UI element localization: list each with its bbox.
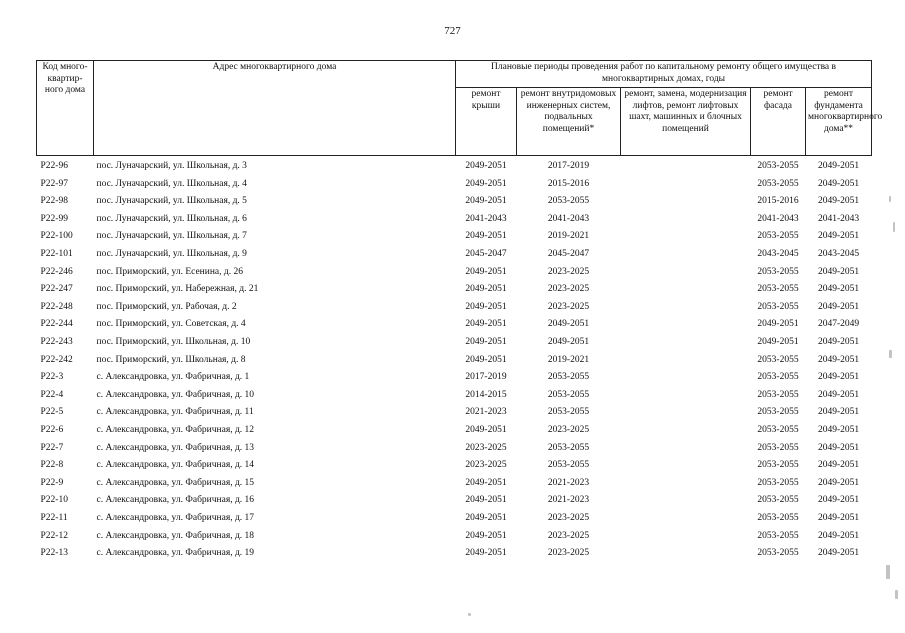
cell-foundation: 2049-2051 [817, 178, 860, 189]
cell-lifts [621, 492, 751, 510]
scan-speck [895, 590, 898, 599]
header-foundation: ремонт фундамента многоквартирного дома** [806, 88, 872, 156]
scan-speck [893, 222, 895, 232]
table-row [37, 545, 872, 563]
table-row [37, 316, 872, 334]
header-systems: ремонт внутридомовых инженерных систем, подвальных помещений* [517, 88, 621, 156]
cell-lifts [621, 422, 751, 440]
cell-facade: 2053-2055 [757, 389, 799, 400]
cell-address: пос. Приморский, ул. Школьная, д. 8 [96, 354, 246, 365]
cell-facade: 2053-2055 [757, 407, 799, 418]
cell-code: Р22-244 [40, 319, 73, 330]
cell-facade: 2053-2055 [757, 530, 799, 541]
cell-facade: 2053-2055 [757, 301, 799, 312]
cell-address: пос. Приморский, ул. Есенина, д. 26 [96, 266, 243, 277]
cell-facade: 2043-2045 [757, 249, 799, 260]
cell-roof: 2049-2051 [465, 424, 507, 435]
table-header-row [37, 61, 872, 88]
capital-repair-schedule-table [36, 60, 883, 563]
cell-lifts [621, 156, 751, 176]
cell-code: Р22-11 [40, 512, 68, 523]
scan-speck [889, 196, 891, 202]
cell-facade: 2053-2055 [757, 512, 799, 523]
cell-facade: 2053-2055 [757, 477, 799, 488]
cell-address: пос. Луначарский, ул. Школьная, д. 6 [96, 213, 247, 224]
table-row [37, 352, 872, 370]
cell-code: Р22-101 [40, 249, 73, 260]
cell-systems: 2053-2055 [547, 372, 590, 383]
cell-roof: 2017-2019 [465, 372, 507, 383]
cell-foundation: 2049-2051 [817, 196, 860, 207]
table-row [37, 334, 872, 352]
scan-speck [468, 613, 471, 616]
cell-code: Р22-6 [40, 424, 64, 435]
cell-roof: 2049-2051 [465, 161, 507, 172]
table-row [37, 156, 872, 176]
cell-code: Р22-98 [40, 196, 68, 207]
cell-lifts [621, 281, 751, 299]
cell-systems: 2049-2051 [547, 336, 590, 347]
cell-address: с. Александровка, ул. Фабричная, д. 15 [96, 477, 255, 488]
cell-address: пос. Луначарский, ул. Школьная, д. 9 [96, 249, 247, 260]
header-code: Код много-квартир-ного дома [37, 61, 94, 156]
cell-facade: 2041-2043 [757, 213, 799, 224]
cell-roof: 2023-2025 [465, 460, 507, 471]
cell-systems: 2021-2023 [547, 495, 590, 506]
cell-address: с. Александровка, ул. Фабричная, д. 18 [96, 530, 255, 541]
cell-code: Р22-242 [40, 354, 73, 365]
cell-address: с. Александровка, ул. Фабричная, д. 12 [96, 424, 255, 435]
cell-facade: 2053-2055 [757, 495, 799, 506]
cell-facade: 2053-2055 [757, 354, 799, 365]
cell-address: пос. Луначарский, ул. Школьная, д. 4 [96, 178, 247, 189]
cell-foundation: 2049-2051 [817, 266, 860, 277]
cell-lifts [621, 352, 751, 370]
cell-roof: 2049-2051 [465, 319, 507, 330]
cell-systems: 2023-2025 [547, 548, 590, 559]
cell-foundation: 2049-2051 [817, 284, 860, 295]
cell-lifts [621, 193, 751, 211]
cell-systems: 2017-2019 [547, 161, 590, 172]
cell-facade: 2053-2055 [757, 284, 799, 295]
cell-code: Р22-10 [40, 495, 68, 506]
cell-systems: 2015-2016 [547, 178, 590, 189]
cell-lifts [621, 246, 751, 264]
cell-foundation: 2049-2051 [817, 495, 860, 506]
cell-code: Р22-97 [40, 178, 68, 189]
cell-address: пос. Приморский, ул. Школьная, д. 10 [96, 336, 251, 347]
cell-code: Р22-3 [40, 372, 64, 383]
cell-facade: 2053-2055 [757, 424, 799, 435]
cell-foundation: 2047-2049 [817, 319, 860, 330]
cell-address: с. Александровка, ул. Фабричная, д. 17 [96, 512, 255, 523]
cell-address: пос. Луначарский, ул. Школьная, д. 7 [96, 231, 247, 242]
cell-address: пос. Приморский, ул. Советская, д. 4 [96, 319, 246, 330]
table-row [37, 264, 872, 282]
cell-roof: 2049-2051 [465, 178, 507, 189]
cell-code: Р22-7 [40, 442, 64, 453]
cell-systems: 2053-2055 [547, 442, 590, 453]
cell-foundation: 2041-2043 [817, 213, 860, 224]
cell-lifts [621, 440, 751, 458]
cell-lifts [621, 334, 751, 352]
table-row [37, 422, 872, 440]
table-row [37, 475, 872, 493]
cell-address: с. Александровка, ул. Фабричная, д. 19 [96, 548, 255, 559]
cell-lifts [621, 510, 751, 528]
cell-address: пос. Приморский, ул. Рабочая, д. 2 [96, 301, 237, 312]
cell-lifts [621, 369, 751, 387]
cell-roof: 2049-2051 [465, 495, 507, 506]
cell-systems: 2041-2043 [547, 213, 590, 224]
cell-lifts [621, 264, 751, 282]
header-periods-group: Плановые периоды проведения работ по капитальному ремонту общего имущества в многоквартирных домах, годы [456, 61, 872, 88]
cell-systems: 2049-2051 [547, 319, 590, 330]
cell-facade: 2053-2055 [757, 548, 799, 559]
table-row [37, 299, 872, 317]
cell-address: пос. Луначарский, ул. Школьная, д. 3 [96, 161, 247, 172]
cell-address: с. Александровка, ул. Фабричная, д. 11 [96, 407, 254, 418]
cell-code: Р22-9 [40, 477, 64, 488]
cell-facade: 2015-2016 [757, 196, 799, 207]
table-row [37, 246, 872, 264]
table-row [37, 281, 872, 299]
scan-speck [886, 565, 890, 579]
cell-lifts [621, 545, 751, 563]
header-facade: ремонт фасада [751, 88, 806, 156]
header-roof: ремонт крыши [456, 88, 517, 156]
cell-facade: 2053-2055 [757, 231, 799, 242]
cell-code: Р22-248 [40, 301, 73, 312]
cell-facade: 2053-2055 [757, 372, 799, 383]
table-row [37, 440, 872, 458]
cell-systems: 2019-2021 [547, 354, 590, 365]
cell-facade: 2053-2055 [757, 442, 799, 453]
cell-systems: 2023-2025 [547, 301, 590, 312]
cell-roof: 2049-2051 [465, 336, 507, 347]
cell-foundation: 2049-2051 [817, 460, 860, 471]
table-row [37, 176, 872, 194]
cell-foundation: 2049-2051 [817, 336, 860, 347]
table-row [37, 404, 872, 422]
cell-code: Р22-5 [40, 407, 64, 418]
cell-systems: 2023-2025 [547, 512, 590, 523]
cell-roof: 2045-2047 [465, 249, 507, 260]
table-row [37, 369, 872, 387]
cell-roof: 2041-2043 [465, 213, 507, 224]
cell-foundation: 2049-2051 [817, 389, 860, 400]
table-row [37, 387, 872, 405]
cell-lifts [621, 404, 751, 422]
cell-facade: 2049-2051 [757, 319, 799, 330]
cell-roof: 2049-2051 [465, 231, 507, 242]
cell-code: Р22-100 [40, 231, 73, 242]
cell-roof: 2049-2051 [465, 354, 507, 365]
cell-facade: 2053-2055 [757, 266, 799, 277]
header-lifts: ремонт, замена, модернизация лифтов, ремонт лифтовых шахт, машинных и блочных помещений [621, 88, 751, 156]
cell-lifts [621, 228, 751, 246]
cell-foundation: 2049-2051 [817, 161, 860, 172]
cell-address: с. Александровка, ул. Фабричная, д. 13 [96, 442, 255, 453]
cell-roof: 2049-2051 [465, 196, 507, 207]
cell-foundation: 2049-2051 [817, 477, 860, 488]
cell-systems: 2045-2047 [547, 249, 590, 260]
page-number: 727 [444, 25, 461, 37]
cell-roof: 2049-2051 [465, 530, 507, 541]
cell-code: Р22-247 [40, 284, 73, 295]
cell-foundation: 2049-2051 [817, 424, 860, 435]
cell-foundation: 2049-2051 [817, 442, 860, 453]
cell-foundation: 2049-2051 [817, 231, 860, 242]
cell-facade: 2053-2055 [757, 178, 799, 189]
cell-address: с. Александровка, ул. Фабричная, д. 16 [96, 495, 255, 506]
cell-lifts [621, 387, 751, 405]
cell-lifts [621, 176, 751, 194]
cell-foundation: 2049-2051 [817, 407, 860, 418]
cell-roof: 2021-2023 [465, 407, 507, 418]
cell-roof: 2049-2051 [465, 512, 507, 523]
cell-systems: 2023-2025 [547, 266, 590, 277]
cell-address: с. Александровка, ул. Фабричная, д. 14 [96, 460, 255, 471]
table-row [37, 193, 872, 211]
cell-roof: 2014-2015 [465, 389, 507, 400]
cell-lifts [621, 316, 751, 334]
cell-lifts [621, 527, 751, 545]
cell-lifts [621, 299, 751, 317]
cell-foundation: 2043-2045 [817, 249, 860, 260]
cell-address: с. Александровка, ул. Фабричная, д. 10 [96, 389, 255, 400]
cell-roof: 2049-2051 [465, 477, 507, 488]
cell-code: Р22-96 [40, 161, 68, 172]
table-row [37, 211, 872, 229]
cell-code: Р22-12 [40, 530, 68, 541]
cell-code: Р22-99 [40, 213, 68, 224]
cell-facade: 2053-2055 [757, 460, 799, 471]
cell-roof: 2023-2025 [465, 442, 507, 453]
cell-foundation: 2049-2051 [817, 301, 860, 312]
header-address: Адрес многоквартирного дома [94, 61, 456, 156]
cell-roof: 2049-2051 [465, 266, 507, 277]
cell-systems: 2053-2055 [547, 460, 590, 471]
cell-roof: 2049-2051 [465, 301, 507, 312]
cell-systems: 2023-2025 [547, 424, 590, 435]
cell-facade: 2053-2055 [757, 161, 799, 172]
cell-lifts [621, 457, 751, 475]
cell-code: Р22-243 [40, 336, 73, 347]
cell-address: пос. Приморский, ул. Набережная, д. 21 [96, 284, 259, 295]
cell-roof: 2049-2051 [465, 284, 507, 295]
table-row [37, 457, 872, 475]
cell-systems: 2021-2023 [547, 477, 590, 488]
table-row [37, 228, 872, 246]
cell-address: пос. Луначарский, ул. Школьная, д. 5 [96, 196, 247, 207]
cell-code: Р22-8 [40, 460, 64, 471]
scan-speck [889, 350, 892, 358]
table-body [37, 156, 872, 563]
cell-lifts [621, 211, 751, 229]
cell-systems: 2053-2055 [547, 407, 590, 418]
cell-systems: 2053-2055 [547, 196, 590, 207]
cell-systems: 2023-2025 [547, 530, 590, 541]
cell-facade: 2049-2051 [757, 336, 799, 347]
cell-foundation: 2049-2051 [817, 548, 860, 559]
cell-systems: 2023-2025 [547, 284, 590, 295]
table-row [37, 492, 872, 510]
cell-code: Р22-246 [40, 266, 73, 277]
cell-foundation: 2049-2051 [817, 530, 860, 541]
table-row [37, 510, 872, 528]
cell-foundation: 2049-2051 [817, 372, 860, 383]
cell-address: с. Александровка, ул. Фабричная, д. 1 [96, 372, 250, 383]
cell-systems: 2053-2055 [547, 389, 590, 400]
cell-code: Р22-13 [40, 548, 68, 559]
cell-foundation: 2049-2051 [817, 512, 860, 523]
cell-lifts [621, 475, 751, 493]
cell-foundation: 2049-2051 [817, 354, 860, 365]
cell-code: Р22-4 [40, 389, 64, 400]
table-row [37, 527, 872, 545]
cell-roof: 2049-2051 [465, 548, 507, 559]
cell-systems: 2019-2021 [547, 231, 590, 242]
